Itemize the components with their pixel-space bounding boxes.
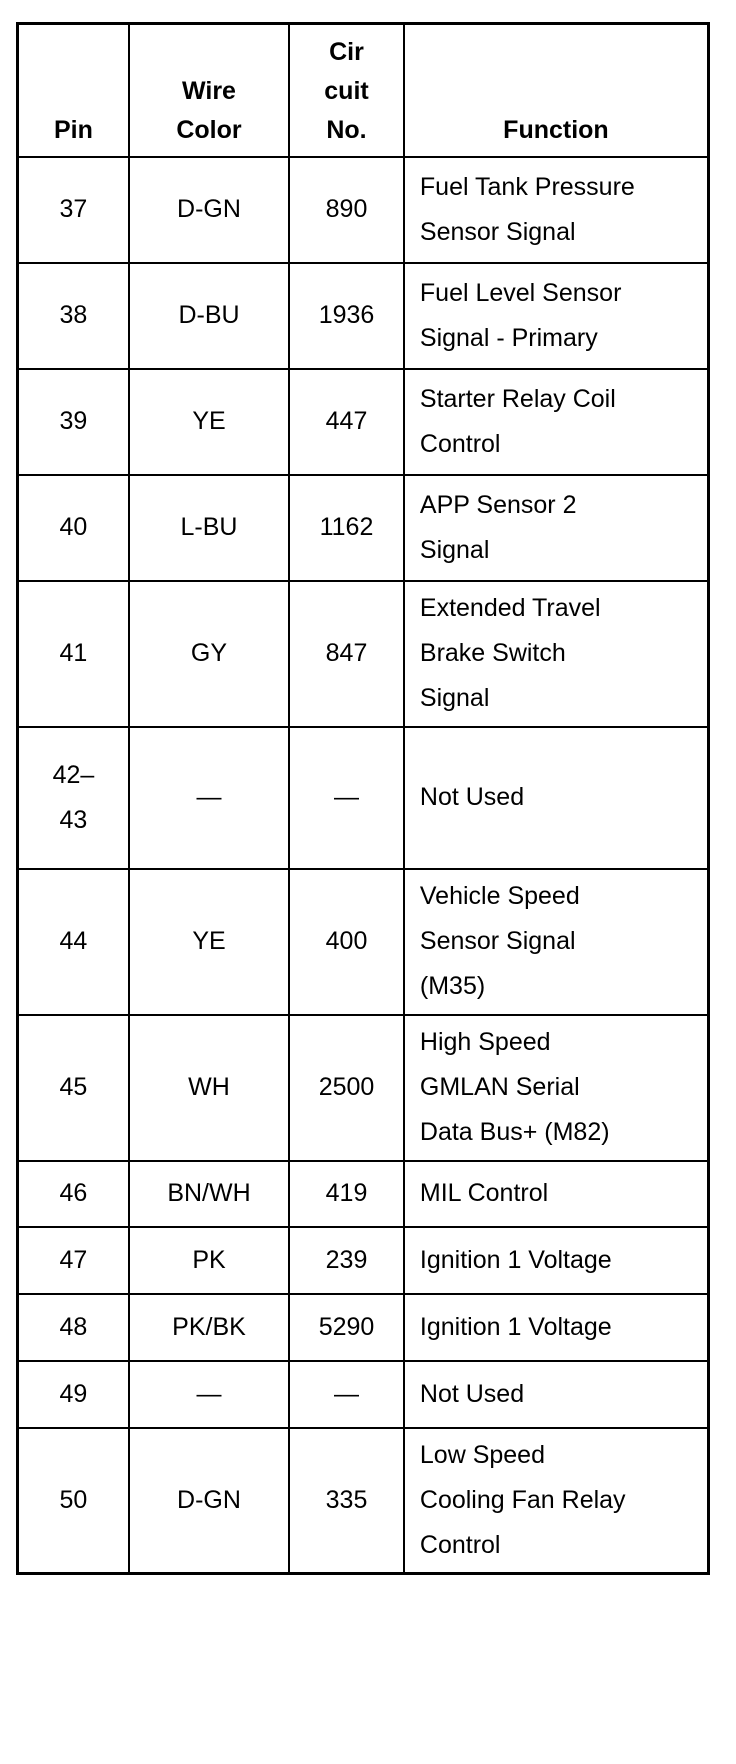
function-text-line: Sensor Signal xyxy=(419,927,576,955)
pin-cell xyxy=(18,1015,129,1161)
function-cell xyxy=(404,727,709,869)
wire-color-cell: GY xyxy=(129,581,289,727)
pin-cell xyxy=(18,727,129,869)
table-row xyxy=(18,1161,709,1227)
table-row xyxy=(18,157,709,263)
pin-cell xyxy=(18,157,129,263)
connector-pinout-table xyxy=(16,22,710,1575)
function-text-line: Starter Relay Coil xyxy=(419,384,616,413)
circuit-number-cell: 447 xyxy=(289,369,404,475)
function-text-line: MIL Control xyxy=(419,1179,549,1207)
wire-color-cell: D-GN xyxy=(129,1428,289,1574)
header-circuit-no xyxy=(289,24,404,157)
function-cell xyxy=(404,1294,709,1361)
function-text-line: APP Sensor 2 xyxy=(419,490,577,519)
wire-color-cell: BN/WH xyxy=(129,1161,289,1227)
function-text-line: High Speed xyxy=(419,1028,551,1056)
wire-color-cell: YE xyxy=(129,869,289,1015)
wire-color-cell: — xyxy=(129,727,289,869)
pin-cell xyxy=(18,475,129,581)
pin-number: 45 xyxy=(59,1073,88,1101)
function-cell xyxy=(404,581,709,727)
circuit-number-cell: — xyxy=(289,727,404,869)
circuit-number-cell: 5290 xyxy=(289,1294,404,1361)
pin-number: 50 xyxy=(59,1485,88,1514)
pin-number: 42– xyxy=(52,760,95,789)
pin-number: 48 xyxy=(59,1312,88,1341)
table-row xyxy=(18,1428,709,1574)
function-text-line: Extended Travel xyxy=(419,594,601,622)
function-cell xyxy=(404,869,709,1015)
table-row xyxy=(18,869,709,1015)
function-text-line: Ignition 1 Voltage xyxy=(419,1312,612,1341)
function-cell xyxy=(404,1361,709,1428)
function-cell xyxy=(404,1428,709,1574)
function-text-line: Not Used xyxy=(419,783,525,811)
header-wire-color-line: Wire xyxy=(182,76,236,105)
pin-cell xyxy=(18,1227,129,1294)
function-cell xyxy=(404,1161,709,1227)
wire-color-cell: D-BU xyxy=(129,263,289,369)
circuit-number-cell: 847 xyxy=(289,581,404,727)
function-text-line: Fuel Level Sensor xyxy=(419,278,622,307)
pin-number: 40 xyxy=(59,513,88,541)
function-cell xyxy=(404,1015,709,1161)
header-row xyxy=(18,24,709,157)
function-cell xyxy=(404,263,709,369)
wire-color-cell: PK xyxy=(129,1227,289,1294)
header-pin-label: Pin xyxy=(53,115,93,144)
function-text-line: Ignition 1 Voltage xyxy=(419,1245,612,1274)
function-text-line: Control xyxy=(419,1530,501,1559)
pin-number: 43 xyxy=(59,805,88,834)
function-text-line: Brake Switch xyxy=(419,639,566,667)
wire-color-cell: — xyxy=(129,1361,289,1428)
table-row xyxy=(18,263,709,369)
function-text-line: Fuel Tank Pressure xyxy=(419,172,635,201)
pin-cell xyxy=(18,1428,129,1574)
table-row xyxy=(18,1227,709,1294)
function-cell xyxy=(404,1227,709,1294)
pin-cell xyxy=(18,1161,129,1227)
header-wire-color-line: Color xyxy=(176,115,242,144)
wire-color-cell: PK/BK xyxy=(129,1294,289,1361)
function-text-line: Signal xyxy=(419,535,490,564)
pin-number: 44 xyxy=(59,927,88,955)
function-text-line: Signal xyxy=(419,684,490,712)
wire-color-cell: YE xyxy=(129,369,289,475)
header-wire-color xyxy=(129,24,289,157)
header-function xyxy=(404,24,709,157)
circuit-number-cell: 1162 xyxy=(289,475,404,581)
pin-cell xyxy=(18,581,129,727)
pin-number: 39 xyxy=(59,407,88,435)
table-row xyxy=(18,1361,709,1428)
function-text-line: Vehicle Speed xyxy=(419,882,580,910)
pin-cell xyxy=(18,369,129,475)
table-row xyxy=(18,727,709,869)
pin-number: 37 xyxy=(59,195,88,223)
function-text-line: GMLAN Serial xyxy=(419,1073,580,1101)
header-circuit-no-line: No. xyxy=(326,115,367,144)
table-header xyxy=(18,24,709,157)
pin-cell xyxy=(18,1361,129,1428)
circuit-number-cell: 890 xyxy=(289,157,404,263)
pin-number: 38 xyxy=(59,301,88,329)
pin-cell xyxy=(18,869,129,1015)
function-text-line: Data Bus+ (M82) xyxy=(419,1118,610,1146)
function-text-line: Not Used xyxy=(419,1379,525,1408)
wire-color-cell: L-BU xyxy=(129,475,289,581)
function-cell xyxy=(404,369,709,475)
circuit-number-cell: 335 xyxy=(289,1428,404,1574)
function-text-line: Low Speed xyxy=(419,1440,545,1469)
pin-cell xyxy=(18,1294,129,1361)
pin-number: 41 xyxy=(59,639,88,667)
function-cell xyxy=(404,475,709,581)
table-row xyxy=(18,1294,709,1361)
circuit-number-cell: — xyxy=(289,1361,404,1428)
circuit-number-cell: 400 xyxy=(289,869,404,1015)
pin-number: 46 xyxy=(59,1179,88,1207)
function-text-line: (M35) xyxy=(419,972,486,1000)
function-text-line: Sensor Signal xyxy=(419,217,576,246)
function-text-line: Control xyxy=(419,429,501,458)
table-row xyxy=(18,369,709,475)
function-text-line: Signal - Primary xyxy=(419,323,598,352)
header-circuit-no-line: cuit xyxy=(324,76,369,105)
wire-color-cell: WH xyxy=(129,1015,289,1161)
circuit-number-cell: 419 xyxy=(289,1161,404,1227)
pin-number: 49 xyxy=(59,1379,88,1408)
table-row xyxy=(18,1015,709,1161)
function-text-line: Cooling Fan Relay xyxy=(419,1485,626,1514)
table-body xyxy=(18,157,709,1574)
header-function-label: Function xyxy=(503,115,609,144)
header-pin xyxy=(18,24,129,157)
circuit-number-cell: 1936 xyxy=(289,263,404,369)
pin-cell xyxy=(18,263,129,369)
table-row xyxy=(18,581,709,727)
function-cell xyxy=(404,157,709,263)
circuit-number-cell: 2500 xyxy=(289,1015,404,1161)
pin-number: 47 xyxy=(59,1245,88,1274)
circuit-number-cell: 239 xyxy=(289,1227,404,1294)
wire-color-cell: D-GN xyxy=(129,157,289,263)
table-row xyxy=(18,475,709,581)
header-circuit-no-line: Cir xyxy=(329,37,364,66)
